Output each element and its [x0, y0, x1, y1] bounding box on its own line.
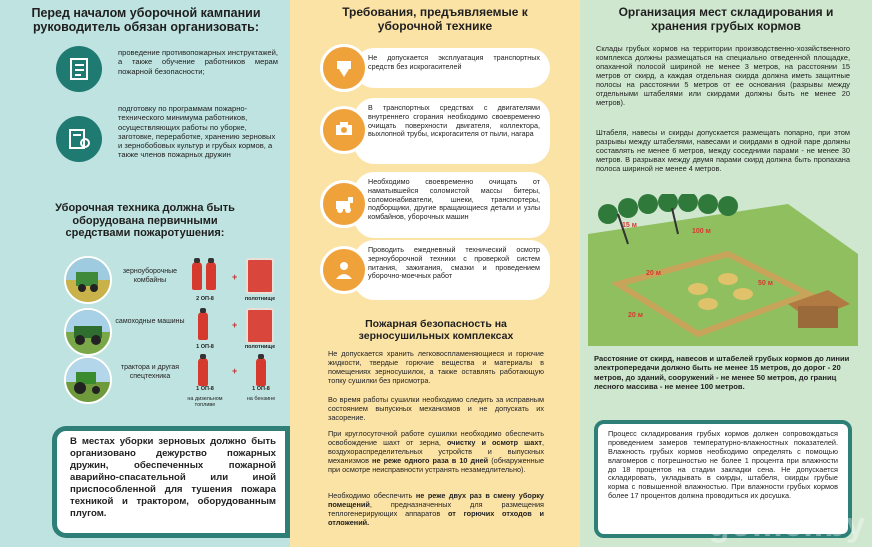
dim-label: 20 м	[628, 312, 643, 319]
tractor-extinguisher-diesel: 1 ОП-8	[196, 386, 214, 392]
harvester-icon	[320, 180, 368, 228]
extinguisher-icon	[192, 262, 216, 295]
requirement-card: Необходимо своевременно очищать от наматывшейся соломистой массы битеры, соломонабиватели, шнеки, транспортеры, подборщики, другие вращающиеся детали и узлы комбайнов, уборочных машин	[354, 172, 550, 238]
storage-para-1: Склады грубых кормов на территории производственно-хозяйственного комплекса должны размещаться на специально отведенной площадке, опаханной полосой шириной не менее 3 метров, на расстоянии 15 метров от скирд, а каждая отдельная скирда должна иметь защитные полосы на расстоянии 5 метров от ее основания (разрывы между отдельными штабелями или скирдами должны быть не менее 20 метров).	[596, 44, 850, 108]
diesel-note: на дизельном топливе	[187, 396, 223, 408]
panel-preparation	[0, 0, 290, 547]
combine-extinguisher: 2 ОП-8	[196, 296, 214, 302]
col1-title: Перед началом уборочной кампании руководитель обязан организовать:	[31, 6, 261, 35]
panel-storage	[580, 0, 872, 547]
patrol-notice: В местах уборки зерновых должно быть организовано дежурство пожарных дружин, обеспеченных пожарной аварийно-спасательной или иной приспособленной для тушения пожара техникой и трактором, оборудованным плугом.	[70, 436, 276, 519]
selfpropelled-image	[64, 308, 112, 356]
dryer-para-3: При круглосуточной работе сушилки необходимо обеспечить освобождение шахт от зерна, очистку и осмотр шахт, воздухораспределительных устройств и выпускных механизмов не реже одного раза в 10 дней (обнаруженные при осмотре неисправности устранять незамедлительно).	[328, 429, 544, 474]
combine-label: зерноуборочные комбайны	[122, 268, 178, 284]
mechanic-icon	[320, 246, 368, 294]
storage-para-2: Штабеля, навесы и скирды допускается размещать попарно, при этом разрывы между штабелями, навесами и скирдами в одной паре должны составлять не менее 6 метров, между соседними парами - не менее 30 метров. В разрывах между двумя парами скирд должна быть пропахана полоса шириной не менее 4 метров.	[596, 128, 850, 174]
selfpropelled-extinguisher: 1 ОП-8	[196, 344, 214, 350]
petrol-note: на бензине	[246, 396, 276, 402]
certificate-icon	[56, 116, 102, 162]
dim-label: 20 м	[646, 270, 661, 277]
fire-blanket-icon	[246, 308, 274, 344]
spark-arrester-icon	[320, 44, 368, 92]
tractor-image	[64, 356, 112, 404]
dryer-para-2: Во время работы сушилки необходимо следить за исправным состоянием выпускных механизмов и не допускать их засорение.	[328, 395, 544, 422]
dim-label: 100 м	[692, 228, 711, 235]
col2-title2: Пожарная безопасность на зерносушильных комплексах	[358, 318, 514, 343]
humidity-box: Процесс складирования грубых кормов должен сопровождаться проведением замеров температурно-влажностных показателей. Влажность грубых кормов необходимо определять с помощью влагомеров с погрешностью не более 1 процента при влажности до 18 процентов на стадии закладки сена. Не допускается складировать, укладывать в скирды, штабеля, скирды грубые корма с повышенной влажностью. При влажности грубых кормов более 17 процентов должна проводиться их досушка.	[594, 420, 852, 538]
distance-caption: Расстояние от скирд, навесов и штабелей грубых кормов до линии электропередачи должно быть не менее 15 метров, до дорог - 20 метров, до зданий, сооружений - не менее 50 метров, до границ лесного массива - не менее 100 метров.	[594, 354, 850, 391]
requirement-card: В транспортных средствах с двигателями внутреннего сгорания необходимо своевременно очищать поверхности двигателя, коллектора, выхлопной трубы, искрогасителя от пыли, нагара	[354, 98, 550, 164]
plus-sign: +	[232, 320, 238, 330]
fire-blanket-icon	[246, 258, 274, 294]
panel-requirements	[290, 0, 580, 547]
training-item: подготовку по программам пожарно-технического минимума работников, осуществляющих работы по уборке, заготовке, переработке, хранению зерновых и зернобобовых культур и грубых кормов, а также членов пожарных дружин	[118, 104, 276, 160]
engine-icon	[320, 106, 368, 154]
requirement-card: Не допускается эксплуатация транспортных средств без искрогасителей	[354, 48, 550, 88]
dryer-para-4: Необходимо обеспечить не реже двух раз в смену уборку помещений, предназначенных для размещения теплогенерирующих аппаратов от горючих отходов и отложений.	[328, 491, 544, 527]
instruction-item: проведение противопожарных инструктажей, а также обучение работников мерам пожарной безопасности;	[118, 48, 278, 76]
checklist-icon	[56, 46, 102, 92]
selfpropelled-label: самоходные машины	[115, 318, 185, 325]
dim-label: 50 м	[758, 280, 773, 287]
col2-title: Требования, предъявляемые к уборочной технике	[342, 5, 528, 33]
plus-sign: +	[232, 272, 238, 282]
tractor-label: трактора и другая спецтехника	[120, 364, 180, 380]
combine-image	[64, 256, 112, 304]
tractor-extinguisher-petrol: 1 ОП-8	[252, 386, 270, 392]
col3-title: Организация мест складирования и хранения грубых кормов	[618, 5, 834, 33]
dim-label: 15 м	[622, 222, 637, 229]
dryer-para-1: Не допускается хранить легковоспламеняющиеся и горючие жидкости, твердые горючие вещества и материалы в помещениях зерносушилок, а также оставлять работающую топку сушилки без присмотра.	[328, 349, 544, 385]
extinguisher-icon	[198, 312, 208, 345]
selfpropelled-blanket: полотнище	[244, 344, 276, 350]
col1-title2: Уборочная техника должна быть оборудована первичными средствами пожаротушения:	[55, 202, 235, 240]
requirement-card: Проводить ежедневный технический осмотр зерноуборочной техники с проверкой систем питания, зажигания, смазки и проведением уборочно-моечных работ	[354, 240, 550, 300]
plus-sign: +	[232, 366, 238, 376]
watermark: gomel.by	[708, 506, 866, 544]
storage-diagram	[588, 194, 858, 346]
combine-blanket: полотнище	[244, 296, 276, 302]
patrol-notice-box	[52, 426, 290, 538]
